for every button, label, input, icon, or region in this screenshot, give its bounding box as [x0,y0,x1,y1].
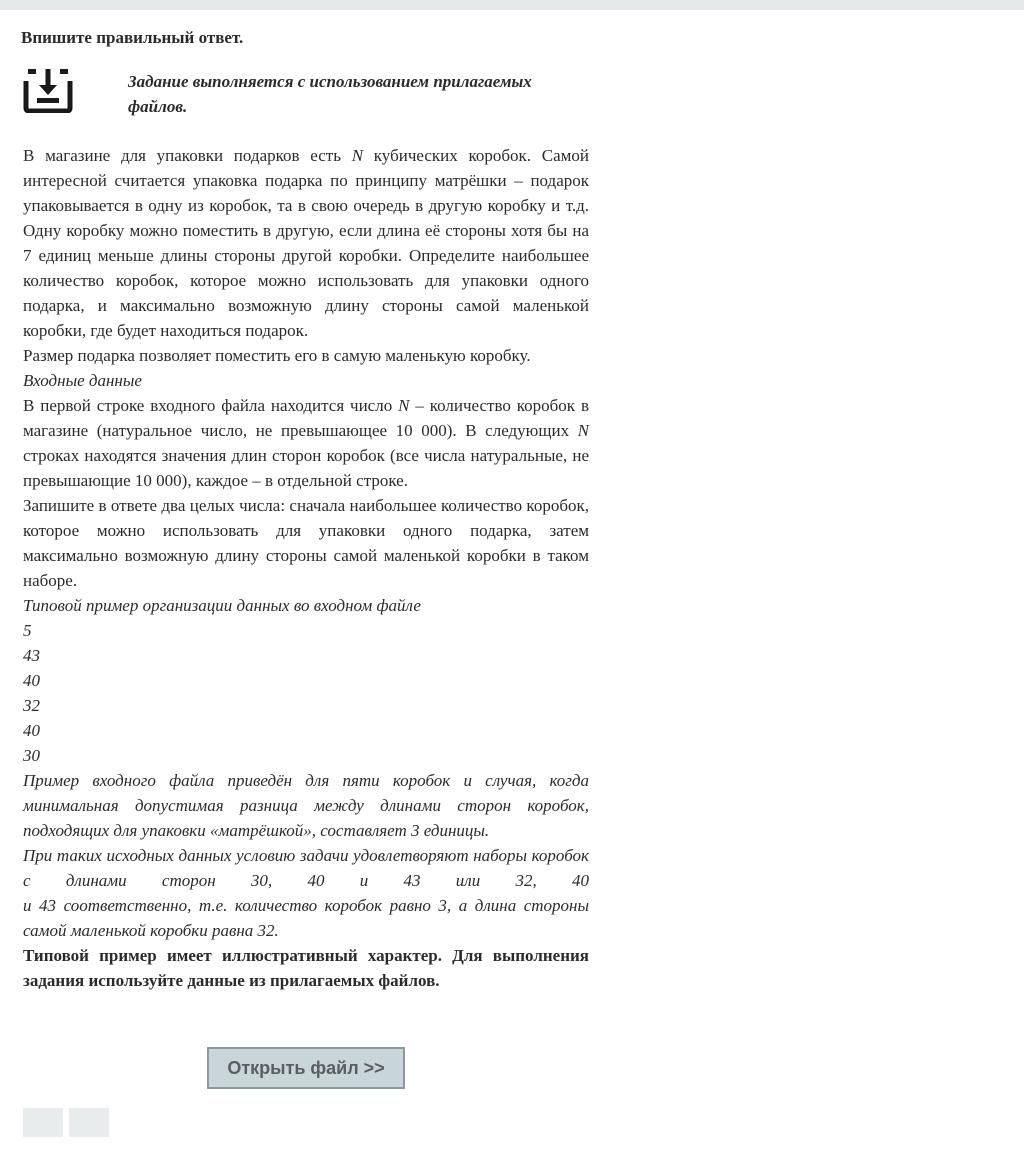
example-value: 43 [23,646,40,665]
open-file-button[interactable]: Открыть файл >> [207,1047,405,1089]
example-value: 30 [23,746,40,765]
example-value: 5 [23,621,32,640]
instruction-text: Впишите правильный ответ. [21,28,244,47]
gift-size-text: Размер подарка позволяет поместить его в самую маленькую коробку. [23,346,531,365]
example-value: 40 [23,721,40,740]
task-intro: В магазине для упаковки подарков есть N кубических коробок. Самой интересной считается упаковка подарка по принципу матрёшки – подарок упаковывается в одну из коробок, та в свою очередь в другую коробку и т.д. Одну коробку можно поместить в другую, если длина её стороны хотя бы на 7 единиц меньше длины стороны другой коробки. Определите наибольшее количество коробок, которое можно использовать для упаковки одного подарка, и максимально возможную длину стороны самой маленькой коробки, где будет находиться подарок. [23,146,590,340]
example-value: 32 [23,696,40,715]
example-heading: Типовой пример организации данных во входном файле [23,596,421,615]
nav-button-next[interactable] [69,1108,109,1137]
example-result-line1: При таких исходных данных условию задачи удовлетворяют наборы коробок с длинами сторон 30, 40 и 43 или 32, 40 [23,846,589,890]
example-result-line2: и 43 соответственно, т.е. количество коробок равно 3, а длина стороны самой маленькой коробки равна 32. [23,896,589,940]
input-heading: Входные данные [23,371,142,390]
input-description: В первой строке входного файла находится число N – количество коробок в магазине (натуральное число, не превышающее 10 000). В следующих N строках находятся значения длин сторон коробок (все числа натуральные, не превышающие 10 000), каждое – в отдельной строке. [23,396,589,490]
nav-button-prev[interactable] [23,1108,63,1137]
top-bar [0,0,1024,10]
disclaimer: Типовой пример имеет иллюстративный характер. Для выполнения задания используйте данные из прилагаемых файлов. [23,946,589,990]
task-content [23,143,589,993]
answer-instructions: Запишите в ответе два целых числа: сначала наибольшее количество коробок, которое можно использовать для упаковки одного подарка, затем максимально возможную длину стороны самой маленькой коробки в таком наборе. [23,496,589,590]
file-note: Задание выполняется с использованием прилагаемых файлов. [128,72,532,116]
example-note: Пример входного файла приведён для пяти коробок и случая, когда минимальная допустимая разница между длинами сторон коробок, подходящих для упаковки «матрёшкой», составляет 3 единицы. [23,771,589,840]
download-icon[interactable] [23,67,73,113]
example-value: 40 [23,671,40,690]
